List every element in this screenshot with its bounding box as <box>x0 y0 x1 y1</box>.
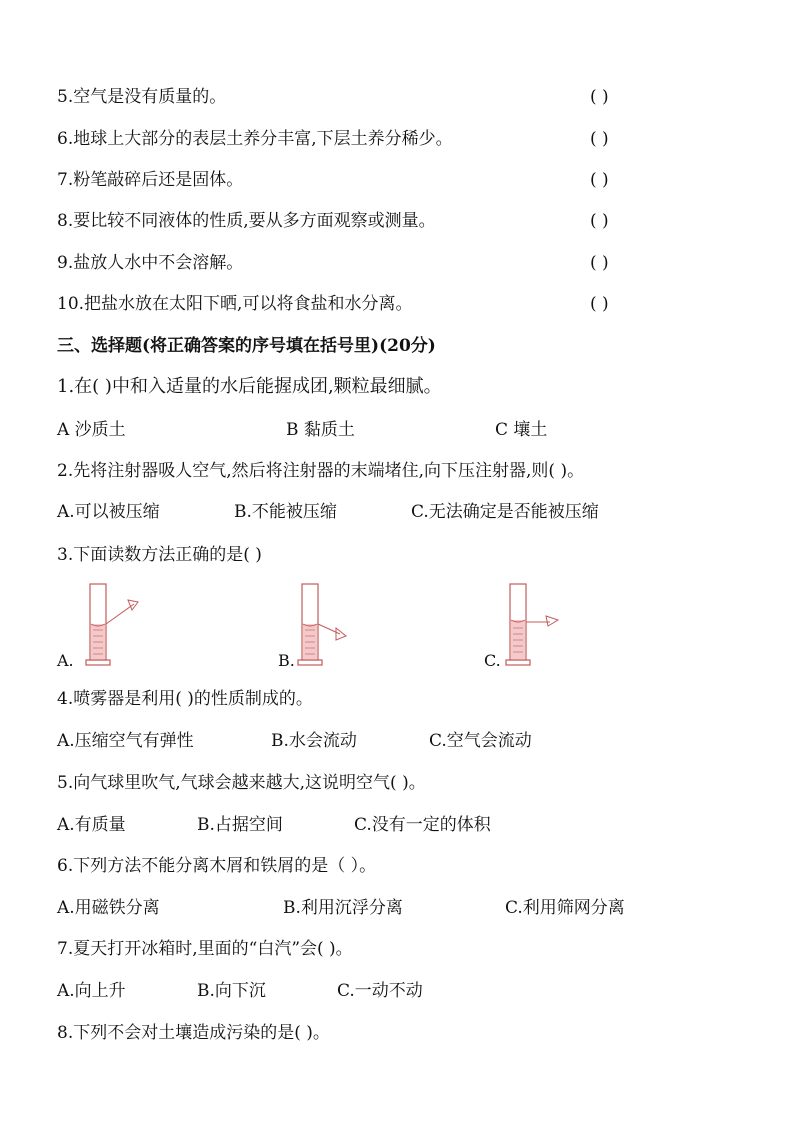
q6-option-c[interactable]: C.利用筛网分离 <box>505 898 625 918</box>
q3-option-b[interactable]: B. <box>278 651 295 670</box>
q4-option-a[interactable]: A.压缩空气有弹性 <box>57 731 194 751</box>
q3-option-c[interactable]: C. <box>484 651 501 670</box>
judge-item-9: 9.盐放人水中不会溶解。 <box>57 253 244 273</box>
cylinder-figure-a[interactable] <box>84 582 144 668</box>
q5-option-b[interactable]: B.占据空间 <box>197 815 283 835</box>
judge-item-7: 7.粉笔敲碎后还是固体。 <box>57 170 244 190</box>
q3-option-a[interactable]: A. <box>57 651 74 670</box>
q4-option-c[interactable]: C.空气会流动 <box>429 731 532 751</box>
question-3: 3.下面读数方法正确的是( ) <box>57 545 262 565</box>
judge-item-6: 6.地球上大部分的表层土养分丰富,下层土养分稀少。 <box>57 129 453 149</box>
judge-item-8: 8.要比较不同液体的性质,要从多方面观察或测量。 <box>57 211 436 231</box>
section-heading: 三、选择题(将正确答案的序号填在括号里)(20分) <box>57 336 436 356</box>
judge-item-10: 10.把盐水放在太阳下晒,可以将食盐和水分离。 <box>57 294 413 314</box>
q6-option-a[interactable]: A.用磁铁分离 <box>57 898 160 918</box>
judge-item-5: 5.空气是没有质量的。 <box>57 87 227 107</box>
judge-blank-8[interactable]: ( ) <box>590 211 609 231</box>
question-2: 2.先将注射器吸人空气,然后将注射器的末端堵住,向下压注射器,则( )。 <box>57 461 585 481</box>
q5-option-a[interactable]: A.有质量 <box>57 815 126 835</box>
judge-blank-9[interactable]: ( ) <box>590 253 609 273</box>
cylinder-figure-b[interactable] <box>296 582 356 668</box>
q2-option-a[interactable]: A.可以被压缩 <box>57 502 160 522</box>
q2-option-c[interactable]: C.无法确定是否能被压缩 <box>411 502 599 522</box>
q2-option-b[interactable]: B.不能被压缩 <box>234 502 337 522</box>
question-1: 1.在( )中和入适量的水后能握成团,颗粒最细腻。 <box>57 376 442 397</box>
q1-option-a[interactable]: A 沙质土 <box>57 420 126 440</box>
q1-option-b[interactable]: B 黏质土 <box>286 420 355 440</box>
question-5: 5.向气球里吹气,气球会越来越大,这说明空气( )。 <box>57 773 426 793</box>
question-8: 8.下列不会对土壤造成污染的是( )。 <box>57 1023 330 1043</box>
judge-blank-6[interactable]: ( ) <box>590 129 609 149</box>
q7-option-b[interactable]: B.向下沉 <box>197 981 266 1001</box>
judge-blank-10[interactable]: ( ) <box>590 294 609 314</box>
question-4: 4.喷雾器是利用( )的性质制成的。 <box>57 689 313 709</box>
q6-option-b[interactable]: B.利用沉浮分离 <box>283 898 403 918</box>
judge-blank-7[interactable]: ( ) <box>590 170 609 190</box>
judge-blank-5[interactable]: ( ) <box>590 87 609 107</box>
question-7: 7.夏天打开冰箱时,里面的“白汽”会( )。 <box>57 939 353 959</box>
question-6: 6.下列方法不能分离木屑和铁屑的是（ ）。 <box>57 856 377 876</box>
q1-option-c[interactable]: C 壤土 <box>495 420 548 440</box>
q5-option-c[interactable]: C.没有一定的体积 <box>354 815 491 835</box>
q4-option-b[interactable]: B.水会流动 <box>271 731 357 751</box>
q7-option-a[interactable]: A.向上升 <box>57 981 126 1001</box>
q7-option-c[interactable]: C.一动不动 <box>337 981 423 1001</box>
cylinder-figure-c[interactable] <box>504 582 564 668</box>
